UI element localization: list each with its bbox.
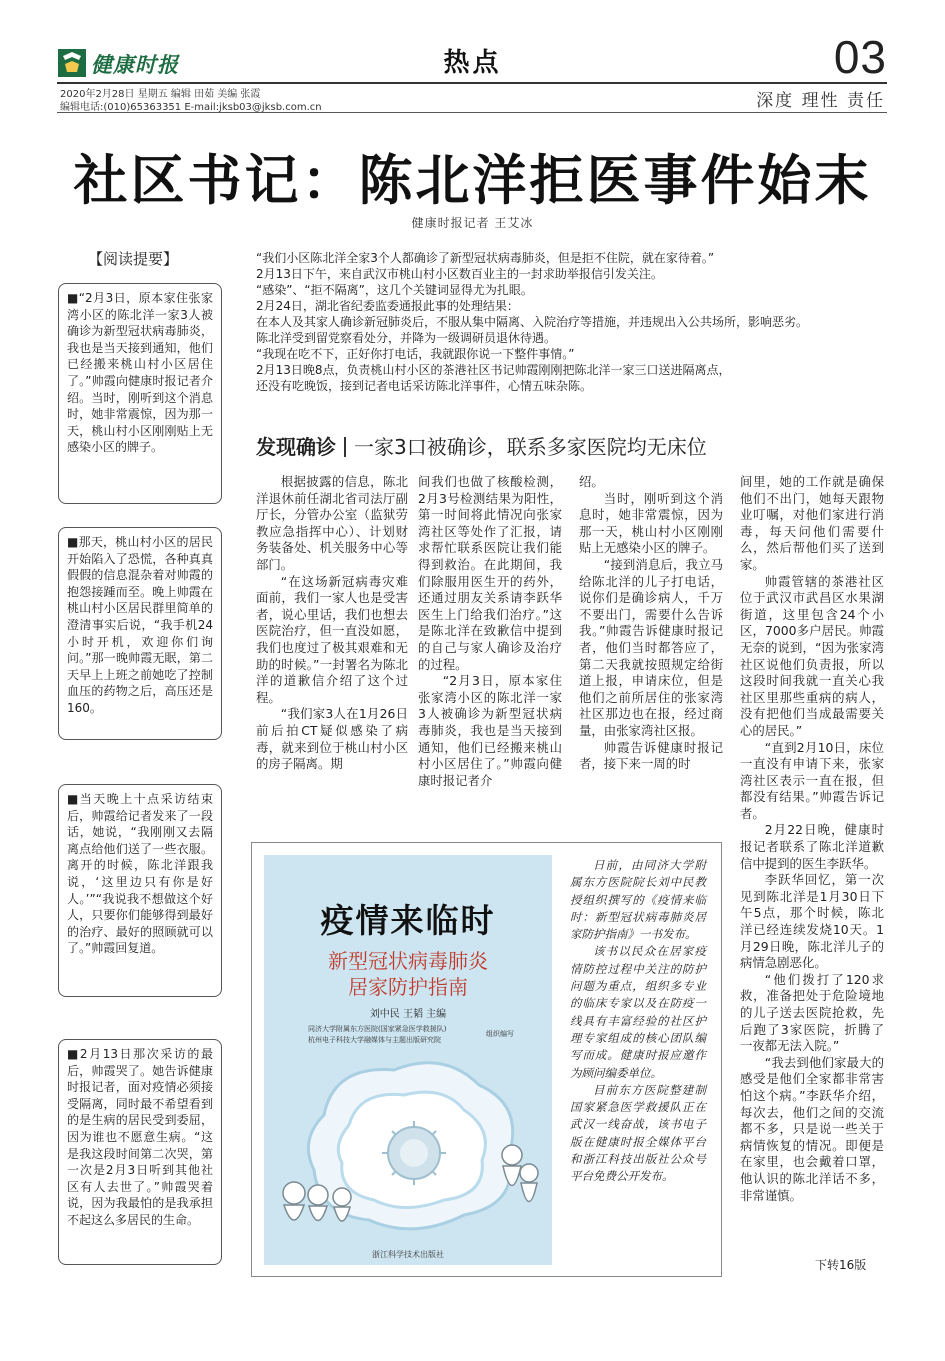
paragraph: 帅霞管辖的茶港社区位于武汉市武昌区水果湖街道，这里包含24个小区，7000多户居民。帅霞无奈的说到，“因为张家湾社区说他们负责报，所以这段时间我就一直关心我社区里那些重病的病人，没有把他们当成最需要关心的居民。” [740,573,884,738]
paragraph: 根据披露的信息，陈北洋退休前任湖北省司法厅副厅长，分管办公室（监狱劳教应急指挥中心）、计划财务装备处、机关服务中心等部门。 [256,474,408,572]
reading-tips-title: 【阅读提要】 [88,250,179,268]
editor-contact: 编辑电话:(010)65363351 E-mail:jksb03@jksb.com.cn [60,102,322,113]
tip-box-3: ■当天晚上十点采访结束后，帅霞给记者发来了一段话，她说，“我刚刚又去隔离点给他们送了一些衣服。离开的时候，陈北洋跟我说，‘这里边只有你是好人。’”“我说我不想做这个好人，只要你们能够得到最好的治疗、最好的照顾就可以了。”帅霞回复道。 [58,784,222,997]
paragraph: “在这场新冠病毒灾难面前，我们一家人也是受害者，说心里话，我们也想去医院治疗，但一直没如愿，我们也度过了极其艰难和无助的时候。”一封署名为陈北洋的道歉信介绍了这个过程。 [256,573,408,705]
summary-line: 还没有吃晚饭，接到记者电话采访陈北洋事件，心情五味杂陈。 [256,379,593,393]
paragraph: “接到消息后，我立马给陈北洋的儿子打电话，说你们是确诊病人，千万不要出门，需要什么告诉我。”帅霞告诉健康时报记者，他们当时都答应了，第二天我就按照规定给街道上报，申请床位，但是他们之前所居住的张家湾社区那边也在报，经过商量，由张家湾社区报。 [579,556,723,738]
paragraph: 2月22日晚，健康时报记者联系了陈北洋道歉信中提到的医生李跃华。 [740,822,884,871]
paragraph: 李跃华回忆，第一次见到陈北洋是1月30日下午5点，那个时候，陈北洋已经连续发烧10天。1月29日晚，陈北洋儿子的病情急剧恶化。 [740,872,884,971]
page-motto: 深度 理性 责任 [756,91,885,111]
book-authors: 刘中民 王韬 主编 [369,1009,447,1020]
summary-line: 2月24日，湖北省纪委监委通报此事的处理结果： [256,299,519,313]
subhead-divider [344,437,346,457]
paragraph: “2月3日，原本家住张家湾小区的陈北洋一家3人被确诊为新型冠状病毒肺炎，我也是当天接到通知，他们已经搬来桃山村小区居住了。”帅霞向健康时报记者介 [418,673,562,788]
logo-text: 健康时报 [91,52,179,77]
paragraph: “直到2月10日，床位一直没有申请下来，张家湾社区表示一直在报，但都没有结果。”帅霞告诉记者。 [740,739,884,821]
paragraph: 间里，她的工作就是确保他们不出门，她每天跟物业叮嘱，对他们家进行消毒，每天问他们需要什么，然后帮他们买了送到家。 [740,474,884,572]
masthead-rule [57,82,887,84]
paragraph: 日前，由同济大学附属东方医院院长刘中民教授组织撰写的《疫情来临时：新型冠状病毒肺炎居家防护指南》一书发布。 [570,858,706,942]
summary-line: 在本人及其家人确诊新冠肺炎后，不服从集中隔离、入院治疗等措施，并违规出入公共场所，影响恶劣。 [256,315,809,329]
paragraph: 间我们也做了核酸检测，2月3号检测结果为阳性，第一时间将此情况向张家湾社区等处作了汇报，请求帮忙联系医院让我们能得到救治。在此期间，我们除服用医生开的药外，还通过朋友关系请李跃华医生上门给我们治疗。”这是陈北洋在致歉信中提到的自己与家人确诊及治疗的过程。 [418,474,562,672]
byline: 健康时报记者 王艾冰 [411,216,534,230]
article-headline: 社区书记：陈北洋拒医事件始末 [73,148,872,212]
tip-box-2: ■那天，桃山村小区的居民开始陷入了恐慌，各种真真假假的信息混杂着对帅霞的抱怨接踵而至。晚上帅霞在桃山村小区居民群里简单的澄清事实后说，“我手机24小时开机，欢迎你们询问。”那一晚帅霞无眠，第二天早上上班之前她吃了控制血压的药物之后，高压还是160。 [58,527,222,740]
book-organization: 组织编写 [486,1030,514,1038]
summary-line: “我们小区陈北洋全家3个人都确诊了新型冠状病毒肺炎，但是拒不住院，就在家待着。” [256,251,715,265]
issue-info: 2020年2月28日 星期五 编辑 田茹 美编 张霞 [60,89,261,100]
summary-line: 2月13日晚8点，负责桃山村小区的茶港社区书记帅霞刚刚把陈北洋一家三口送进隔离点， [256,363,731,377]
book-subtitle: 居家防护指南 [348,975,468,999]
body-column-1 [256,474,408,773]
paragraph: “我去到他们家最大的感受是他们全家都非常害怕这个病。”李跃华介绍，每次去，他们之间的交流都不多，只是说一些关于病情恢复的情况。即便是在家里，也会戴着口罩，他认识的陈北洋话不多，非常谨慎。 [740,1054,884,1203]
paragraph: 当时，刚听到这个消息时，她非常震惊，因为那一天，桃山村小区刚刚贴上无感染小区的牌子。 [579,490,723,556]
paragraph: 绍。 [579,474,604,489]
tip-box-4: ■2月13日那次采访的最后，帅霞哭了。她告诉健康时报记者，面对疫情必须接受隔离，同时最不希望看到的是生病的居民受到委屈，因为谁也不愿意生病。“这是我这段时间第二次哭，第一次是2月3日听到其他社区有人去世了。”帅霞哭着说，因为我最怕的是我承担不起这么多居民的生命。 [58,1039,222,1265]
paragraph: 目前东方医院整建制国家紧急医学救援队正在武汉一线奋战，该书电子版在健康时报全媒体平台和浙江科技出版社公众号平台免费公开发布。 [570,1082,706,1184]
section-subhead [256,431,707,460]
summary-line: “感染”、“拒不隔离”，这几个关键词显得尤为扎眼。 [256,283,533,297]
book-publisher: 浙江科学技术出版社 [372,1250,444,1259]
summary-line: “我现在吃不下，正好你打电话，我就跟你说一下整件事情。” [256,347,575,361]
book-organization: 杭州电子科技大学融媒体与主题出版研究院 [308,1036,441,1044]
tip-box-1: ■“2月3日，原本家住张家湾小区的陈北洋一家3人被确诊为新型冠状病毒肺炎，我也是当天接到通知，他们已经搬来桃山村小区居住了。”帅霞向健康时报记者介绍。当时，刚听到这个消息时，她非常震惊，因为那一天，桃山村小区刚刚贴上无感染小区的牌子。 [58,283,222,504]
body-column-2 [418,474,562,789]
section-title: 热点 [443,48,502,78]
book-cover-illustration [264,1045,552,1245]
body-column-4 [740,474,884,1204]
subhead-text: 一家3口被确诊，联系多家医院均无床位 [354,435,707,459]
book-organization: 同济大学附属东方医院(国家紧急医学救援队) [308,1025,447,1033]
paragraph: “他们拨打了120求救，准备把处于危险境地的儿子送去医院抢救，先后跑了3家医院，折腾了一夜都无法入院。” [740,971,884,1054]
book-description [570,857,706,1186]
book-cover [264,855,552,1265]
paragraph: 该书以民众在居家疫情防控过程中关注的防护问题为重点，组织多专业的临床专家以及在防疫一线具有丰富经验的社区护理专家组成的核心团队编写而成。健康时报应邀作为顾问编委单位。 [570,944,706,1080]
article-summary [256,250,896,394]
body-column-3 [579,474,723,773]
book-title: 疫情来临时 [320,901,496,940]
header-rule [57,112,887,113]
page-number: 03 [833,31,887,83]
subhead-keyword: 发现确诊 [256,435,336,459]
paragraph: 帅霞告诉健康时报记者，接下来一周的时 [579,739,723,772]
summary-line: 陈北洋受到留党察看处分，并降为一级调研员退休待遇。 [256,331,557,345]
book-subtitle: 新型冠状病毒肺炎 [328,949,488,973]
summary-line: 2月13日下午，来自武汉市桃山村小区数百业主的一封求助举报信引发关注。 [256,267,663,281]
paragraph: “我们家3人在1月26日前后拍CT疑似感染了病毒，就来到位于桃山村小区的房子隔离。期 [256,706,408,772]
continued-notice: 下转16版 [815,1258,867,1272]
